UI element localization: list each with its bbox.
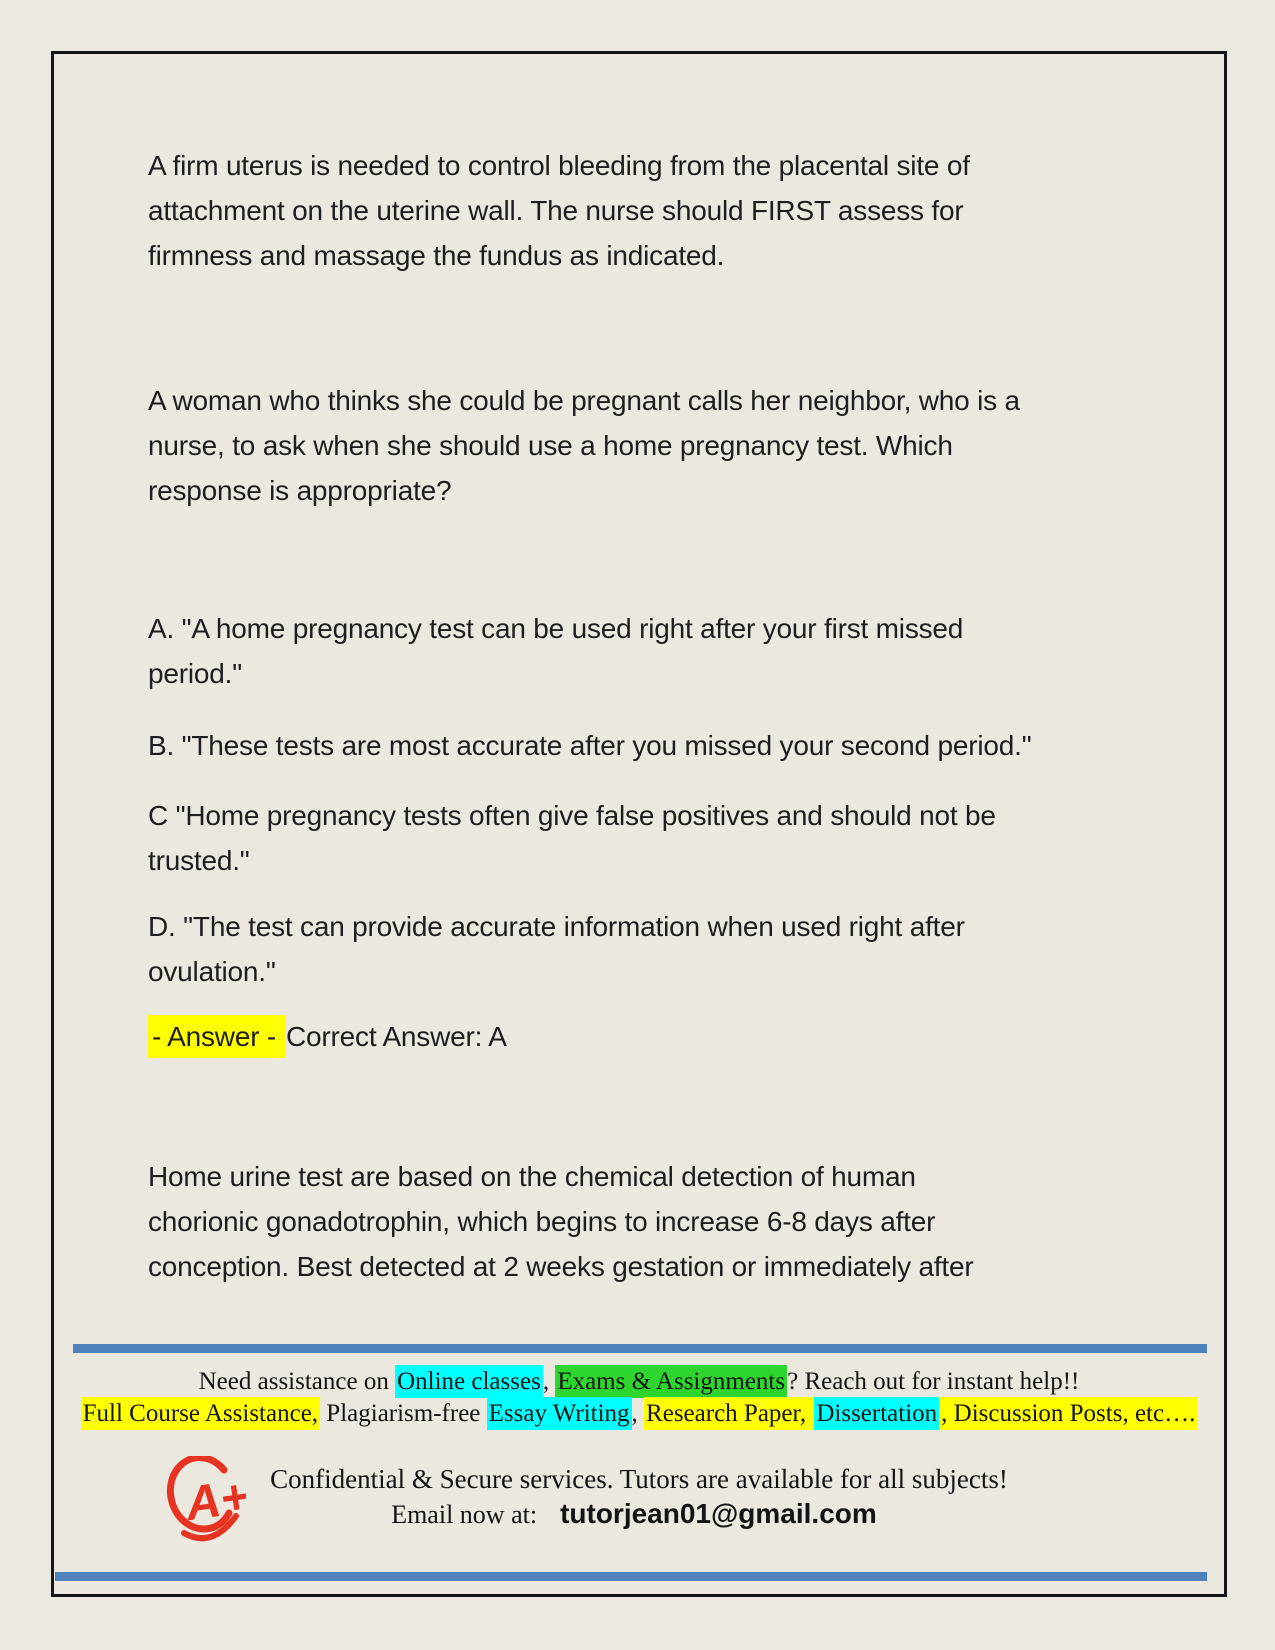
text-line: period.": [148, 658, 242, 689]
highlighted-text: Essay Writing: [487, 1397, 632, 1430]
text-line: ovulation.": [148, 956, 276, 987]
highlighted-text: Exams & Assignments: [555, 1365, 787, 1398]
top-divider-bar: [73, 1344, 1207, 1353]
text-line: trusted.": [148, 845, 250, 876]
plain-text: ,: [542, 1368, 556, 1395]
svg-text:A+: A+: [182, 1470, 246, 1532]
highlighted-text: Full Course Assistance,: [81, 1397, 320, 1430]
text-line: nurse, to ask when she should use a home pregnancy test. Which: [148, 430, 953, 461]
text-line: B. "These tests are most accurate after you missed your second period.": [148, 730, 1032, 761]
email-prompt: Email now at:: [391, 1500, 538, 1529]
text-line: A firm uterus is needed to control bleeding from the placental site of: [148, 150, 970, 181]
text-line: attachment on the uterine wall. The nurse should FIRST assess for: [148, 195, 964, 226]
highlighted-text: Research Paper,: [644, 1397, 814, 1430]
highlighted-text: - Answer -: [148, 1015, 286, 1058]
footer-help-line: [51, 1366, 1227, 1397]
highlighted-text: Dissertation: [814, 1397, 939, 1430]
option-c: [148, 793, 996, 883]
plain-text: ? Reach out for instant help!!: [787, 1368, 1080, 1395]
footer-services-line: [51, 1398, 1227, 1429]
text-line: conception. Best detected at 2 weeks gestation or immediately after: [148, 1251, 974, 1282]
email-line: [51, 1498, 1227, 1530]
bottom-divider-bar: [55, 1572, 1207, 1581]
text-line: chorionic gonadotrophin, which begins to increase 6-8 days after: [148, 1206, 936, 1237]
email-address: tutorjean01@gmail.com: [560, 1498, 877, 1529]
plain-text: Correct Answer: A: [286, 1021, 507, 1052]
paragraph-rationale-fundus: [148, 143, 970, 278]
option-a: [148, 606, 963, 696]
text-line: firmness and massage the fundus as indicated.: [148, 240, 725, 271]
plain-text: ,: [631, 1400, 645, 1427]
highlighted-text: , Discussion Posts, etc….: [939, 1397, 1197, 1430]
plain-text: Plagiarism-free: [320, 1400, 487, 1427]
text-line: Home urine test are based on the chemical detection of human: [148, 1161, 916, 1192]
option-d: [148, 904, 965, 994]
option-b: [148, 723, 1031, 768]
text-line: A woman who thinks she could be pregnant calls her neighbor, who is a: [148, 385, 1020, 416]
answer-line: [148, 1014, 507, 1059]
paragraph-question: [148, 378, 1020, 513]
text-line: D. "The test can provide accurate information when used right after: [148, 911, 965, 942]
text-line: A. "A home pregnancy test can be used right after your first missed: [148, 613, 964, 644]
text-line: C "Home pregnancy tests often give false positives and should not be: [148, 800, 996, 831]
text-line: response is appropriate?: [148, 475, 452, 506]
paragraph-rationale-hcg: [148, 1154, 974, 1289]
highlighted-text: Online classes: [395, 1365, 543, 1398]
plain-text: Need assistance on: [198, 1368, 396, 1395]
confidential-text: Confidential & Secure services. Tutors are available for all subjects!: [270, 1464, 1008, 1494]
